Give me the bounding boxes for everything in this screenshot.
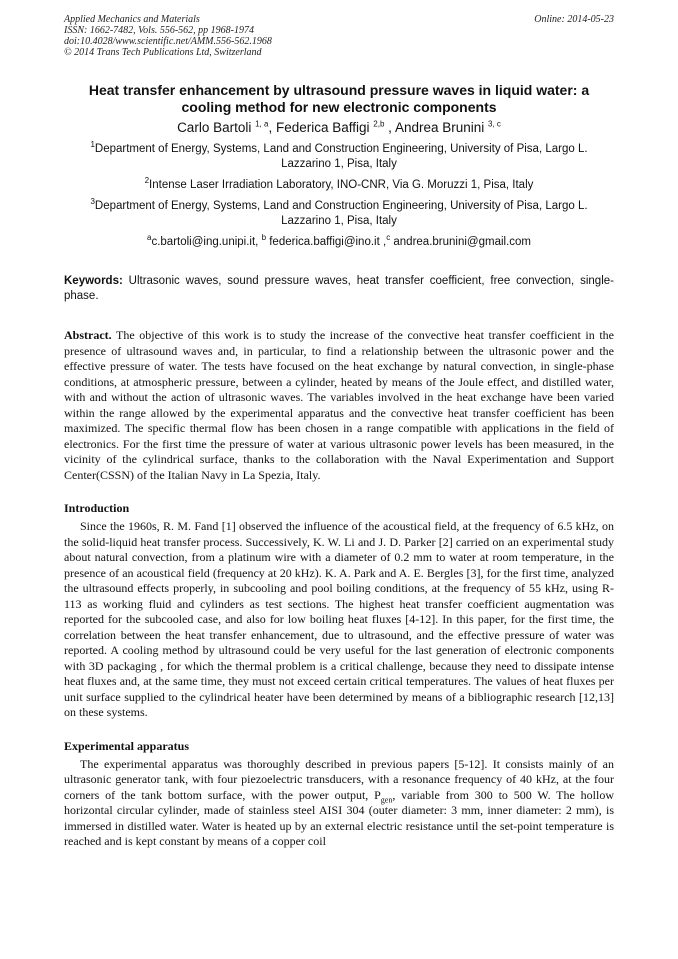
affiliation-3 <box>64 199 614 229</box>
email-a-sup: a <box>147 233 152 243</box>
issn-line: ISSN: 1662-7482, Vols. 556-562, pp 1968-1974 <box>64 25 254 36</box>
affiliation-1 <box>64 142 614 172</box>
introduction-heading: Introduction <box>64 501 130 515</box>
introduction-paragraph: Since the 1960s, R. M. Fand [1] observed the influence of the acoustical field, at the frequency of 6.5 kHz, on the solid-liquid heat transfer process. Successively, K. W. Li and J. D. Parker [2] carried on an experimental study about natural convection, from a platinum wire with a diameter of 0.2 mm to water at room temperature, in the presence of an acoustical field (frequency at 20 kHz). K. A. Park and A. E. Bergles [3], for the first time, analyzed the ultrasound effects properly, in subcooling and pool boiling conditions, at the frequency of 55 kHz, using R-113 as working fluid and cylinders as test sections. The highest heat transfer coefficient augmentation was reported for the subcooled case, and also for low boiling heat fluxes [4-12]. In this paper, for the first time, the correlation between the heat transfer enhancement, due to ultrasound, and the effective pressure of water was reported. A cooling method by ultrasound could be very useful for the last generation of electronic components with 3D packaging , for which the thermal problem is a critical challenge, because they need to dissipate intense heat fluxes and, at the same time, they must not exceed certain critical temperatures. The values of heat fluxes per unit surface supplied to the cylindrical heater have been determined by means of a bibliographic research [12,13] on these systems. <box>64 519 614 719</box>
author-2-sup: 2,b <box>373 119 385 129</box>
paper-page <box>64 14 614 850</box>
email-line <box>64 235 614 250</box>
email-c-sup: c <box>386 233 391 243</box>
author-list: Carlo Bartoli $^{1, a}$, Federica Baffigi $^{2,b}$ , Andrea Brunini $^{3, c}$ <box>177 119 501 135</box>
doi-line[interactable]: doi:10.4028/www.scientific.net/AMM.556-562.1968 <box>64 36 272 47</box>
affiliation-2 <box>64 178 614 193</box>
journal-name: Applied Mechanics and Materials <box>64 14 200 25</box>
keywords-label: Keywords: <box>64 275 123 287</box>
author-2: Federica Baffigi <box>275 120 370 135</box>
abstract-paragraph <box>64 328 614 483</box>
affiliation-3-text: Department of Energy, Systems, Land and Construction Engineering, University of Pisa, Largo L. Lazzarino 1, Pisa, Italy <box>94 200 588 227</box>
email-c[interactable]: andrea.brunini@gmail.com <box>393 236 531 248</box>
affiliation-1-num: 1 <box>90 140 95 150</box>
paper-title: Heat transfer enhancement by ultrasound pressure waves in liquid water: a cooling method for new electronic components <box>88 82 590 115</box>
affiliation-1-text: Department of Energy, Systems, Land and Construction Engineering, University of Pisa, Largo L. Lazzarino 1, Pisa, Italy <box>94 143 588 170</box>
author-3-sup: 3, c <box>488 119 501 129</box>
keywords-text: Ultrasonic waves, sound pressure waves, heat transfer coefficient, free convection, single-phase. <box>64 275 614 302</box>
online-date: Online: 2014-05-23 <box>534 14 614 25</box>
email-a[interactable]: c.bartoli@ing.unipi.it, <box>151 236 259 248</box>
apparatus-paragraph <box>64 757 614 850</box>
author-1-sup: 1, a <box>255 119 269 129</box>
abstract-text: The objective of this work is to study the increase of the convective heat transfer coefficient in the presence of ultrasound waves and, in particular, to find a relationship between the ultrasonic power and the effective pressure of water. The tests have focused on the heat exchange by natural convection, in single-phase conditions, at atmospheric pressure, between a cylinder, heated by means of the Joule effect, and distilled water, with and without the action of ultrasonic waves. The variables involved in the heat exchange have been varied within the range allowed by the experimental apparatus and the convective heat transfer coefficient has been maximized. The specific thermal flow has been chosen in a range compatible with applications in the field of electronics. For the first time the pressure of water at various ultrasonic power levels has been measured, in the vicinity of the cylindrical surface, thanks to the collaboration with the Naval Experimentation and Support Center(CSSN) of the Italian Navy in La Spezia, Italy. <box>64 328 614 482</box>
copyright-line: © 2014 Trans Tech Publications Ltd, Switzerland <box>64 47 262 58</box>
keywords-paragraph <box>64 274 614 304</box>
abstract-label: Abstract. <box>64 328 112 342</box>
affiliation-3-num: 3 <box>90 197 95 207</box>
author-3: Andrea Brunini <box>394 120 485 135</box>
email-b[interactable]: federica.baffigi@ino.it , <box>269 236 387 248</box>
email-b-sup: b <box>261 233 267 243</box>
pgen-subscript: gen <box>380 794 393 804</box>
affiliation-2-num: 2 <box>144 176 150 186</box>
apparatus-text-1: The experimental apparatus was thoroughly described in previous papers [5-12]. It consists mainly of an ultrasonic generator tank, with four piezoelectric transducers, with a resonance frequency of 40 kHz, at the four corners of the tank bottom surface, with the power output, P <box>64 756 614 802</box>
apparatus-heading: Experimental apparatus <box>64 738 190 753</box>
journal-header <box>64 14 614 58</box>
affiliation-2-text: Intense Laser Irradiation Laboratory, INO-CNR, Via G. Moruzzi 1, Pisa, Italy <box>149 179 534 191</box>
apparatus-text-2: , variable from 300 to 500 W. The hollow horizontal circular cylinder, made of stainless steel AISI 304 (outer diameter: 3 mm, inner diameter: 2 mm), is immersed in distilled water. Water is heated up by an external electric resistance until the set-point temperature is reached and is kept constant by means of a copper coil <box>64 787 614 848</box>
author-1: Carlo Bartoli <box>177 120 252 135</box>
